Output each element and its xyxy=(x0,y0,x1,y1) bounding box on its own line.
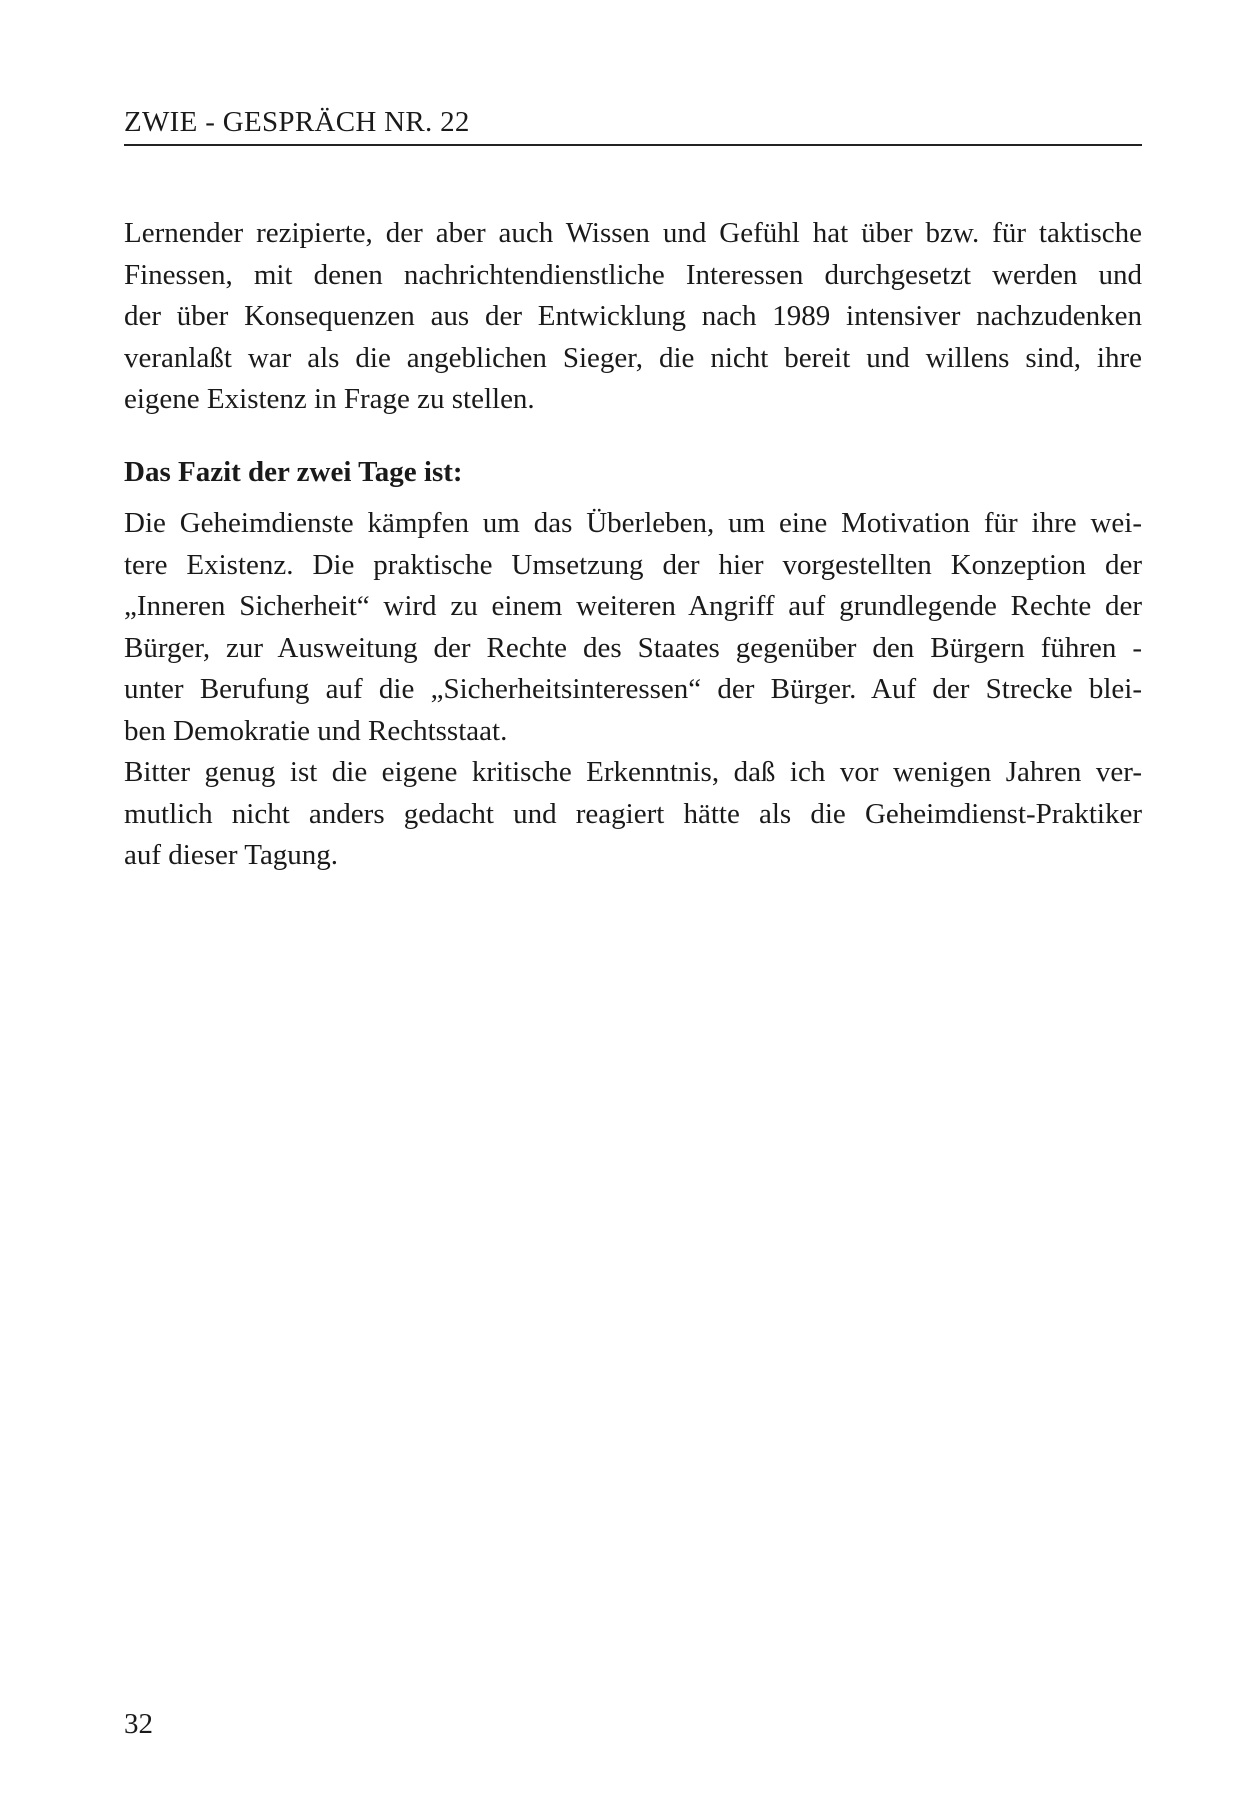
section-heading: Das Fazit der zwei Tage ist: xyxy=(124,456,463,488)
text-line: Finessen, mit denen nachrichtendienstliche Interessen durchgesetzt werden und xyxy=(124,258,1142,291)
text-line: der über Konsequenzen aus der Entwicklung nach 1989 intensiver nachzudenken xyxy=(124,300,1142,332)
page-number: 32 xyxy=(124,1708,153,1740)
text-line: Die Geheimdienste kämpfen um das Überleben, um eine Motivation für ihre wei- xyxy=(124,507,1142,539)
text-line: Bürger, zur Ausweitung der Rechte des Staates gegenüber den Bürgern führen - xyxy=(124,631,1142,664)
text-line: auf dieser Tagung. xyxy=(124,839,339,871)
text-line: unter Berufung auf die „Sicherheitsinteressen“ der Bürger. Auf der Strecke blei- xyxy=(124,673,1142,705)
text-line: mutlich nicht anders gedacht und reagiert hätte als die Geheimdienst-Praktiker xyxy=(124,797,1142,830)
text-line: Bitter genug ist die eigene kritische Erkenntnis, daß ich vor wenigen Jahren ver- xyxy=(124,756,1142,788)
header-rule xyxy=(124,144,1142,146)
paragraph-2 xyxy=(124,503,1142,752)
text-line: Lernender rezipierte, der aber auch Wissen und Gefühl hat über bzw. für taktische xyxy=(124,217,1142,249)
text-line: „Inneren Sicherheit“ wird zu einem weiteren Angriff auf grundlegende Rechte der xyxy=(124,590,1142,622)
text-line: tere Existenz. Die praktische Umsetzung der hier vorgestellten Konzeption der xyxy=(124,548,1142,581)
text-line: ben Demokratie und Rechtsstaat. xyxy=(124,714,508,747)
running-header: ZWIE - GESPRÄCH NR. 22 xyxy=(124,106,470,138)
text-line: veranlaßt war als die angeblichen Sieger, die nicht bereit und willens sind, ihre xyxy=(124,341,1142,374)
text-line: eigene Existenz in Frage zu stellen. xyxy=(124,383,535,415)
paragraph-1 xyxy=(124,213,1142,421)
paragraph-3 xyxy=(124,752,1142,877)
